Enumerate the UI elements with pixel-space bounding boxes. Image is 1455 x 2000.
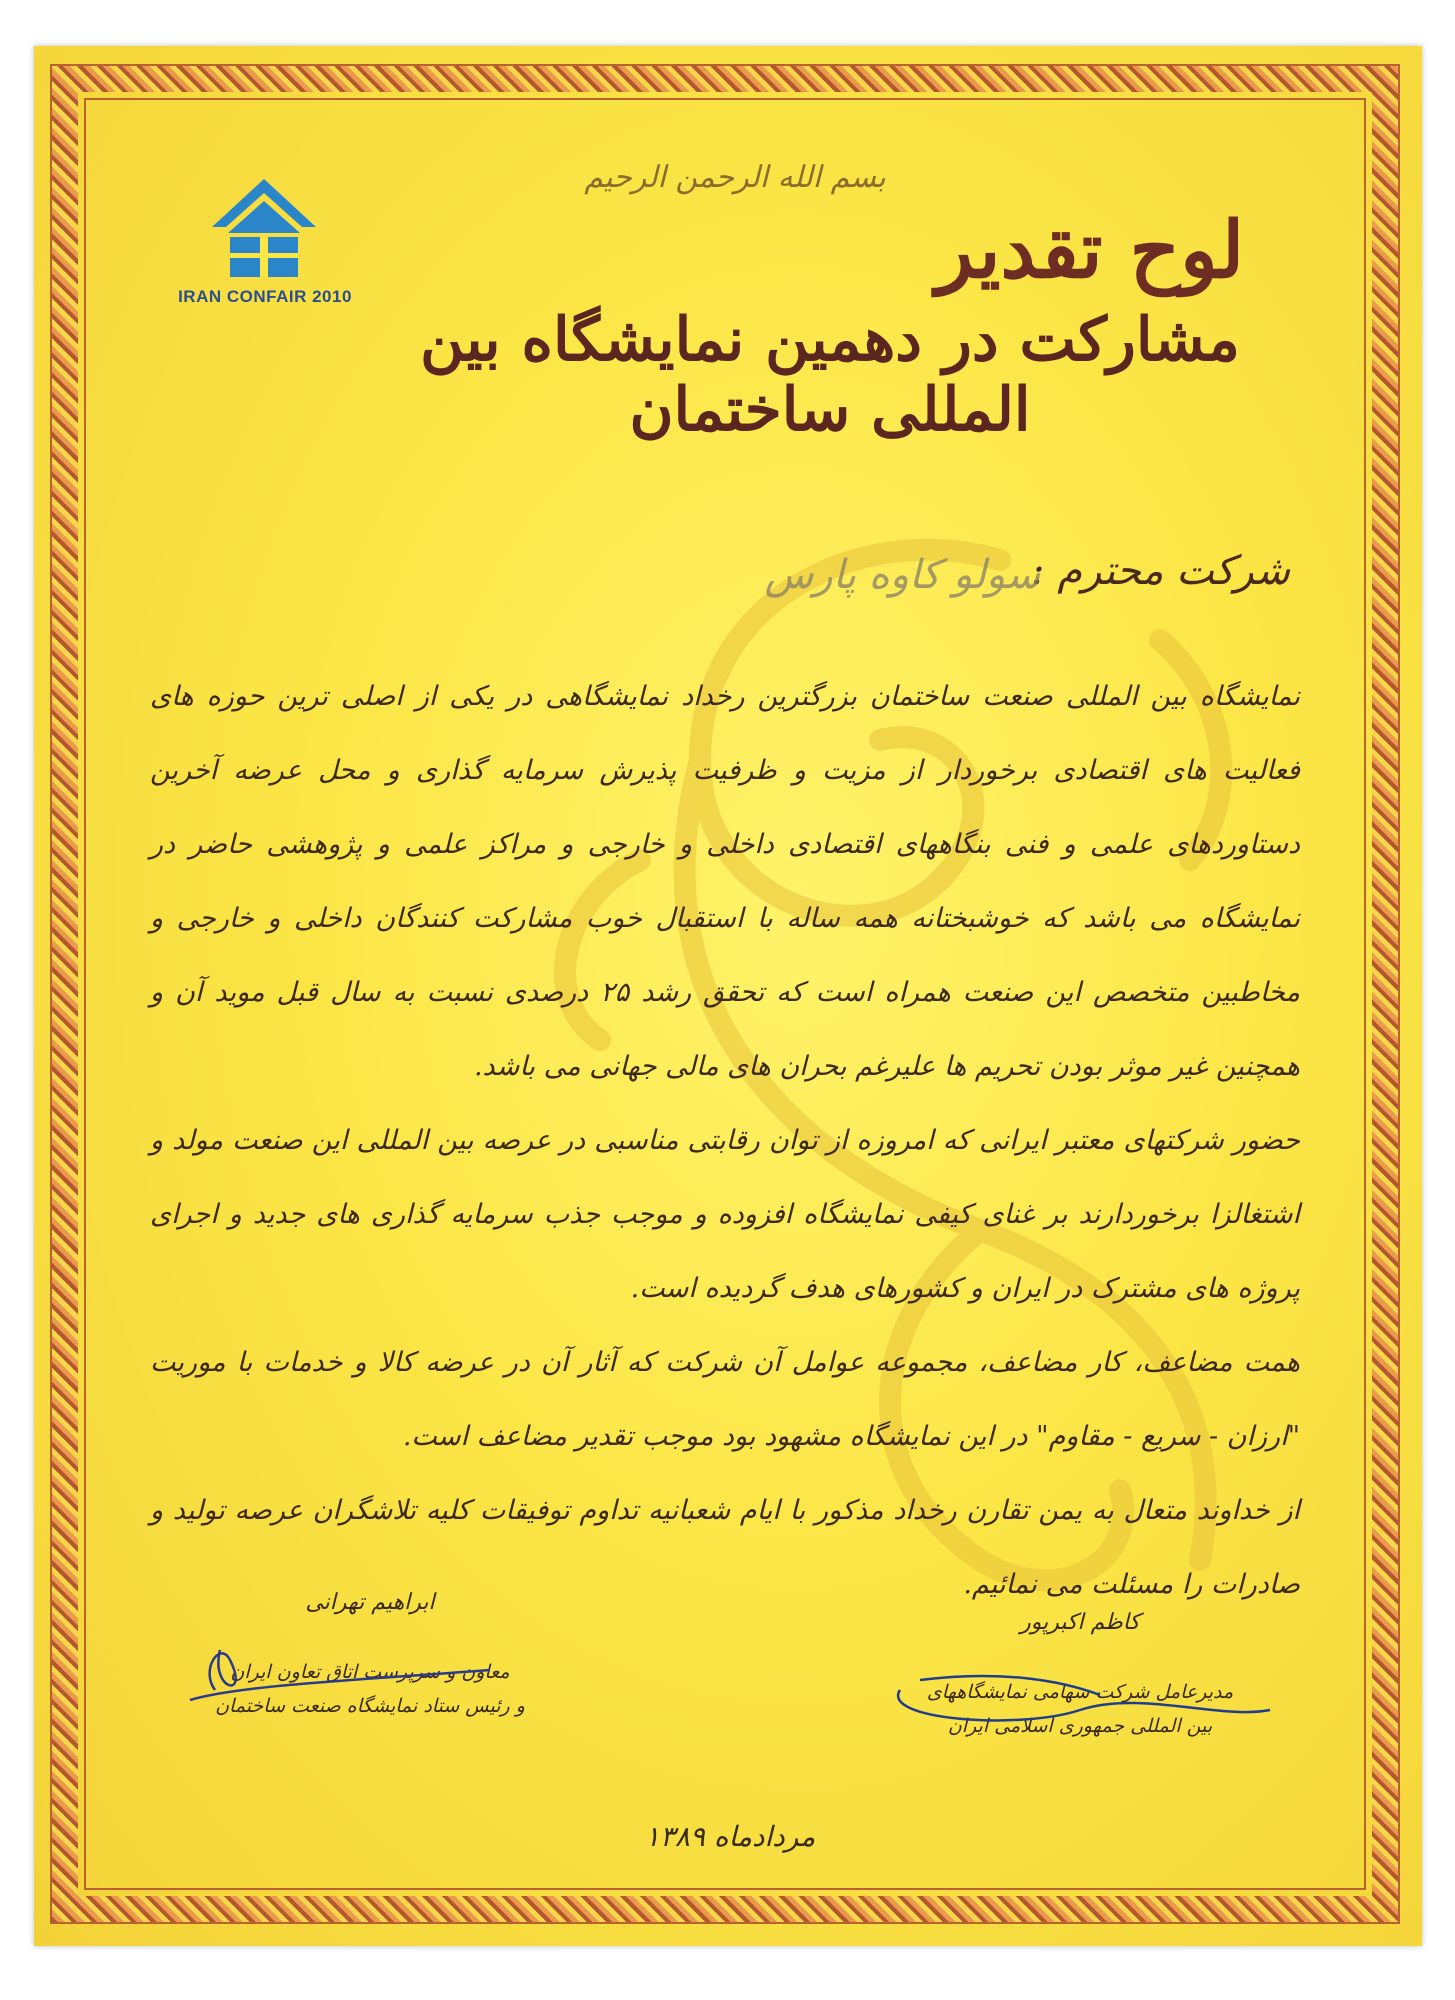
bismillah: بسم الله الرحمن الرحیم [584,160,886,195]
certificate-body [150,660,1300,1622]
recipient-label: شرکت محترم : [1031,548,1290,594]
signer-title: معاون و سرپرست اتاق تعاون ایران [230,1661,510,1683]
handwritten-signature [160,1630,580,1720]
body-paragraph: همت مضاعف، کار مضاعف، مجموعه عوامل آن شرکت که آثار آن در عرضه کالا و خدمات با موریت "ارزان - سریع - مقاوم" در این نمایشگاه مشهود بود موجب تقدیر مضاعف است. [150,1347,1300,1452]
certificate-subtitle: مشارکت در دهمین نمایشگاه بین المللی ساختمان [420,305,1240,445]
signer-title: مدیرعامل شرکت سهامی نمایشگاههای [926,1681,1234,1703]
recipient-row [500,548,1290,618]
handwritten-signature [880,1650,1280,1740]
issue-date: مردادماه ۱۳۸۹ [644,1820,816,1853]
certificate-title: لوح تقدیر [935,205,1245,296]
logo-caption: IRAN CONFAIR 2010 [178,287,352,306]
body-paragraph: نمایشگاه بین المللی صنعت ساختمان بزرگترین رخداد نمایشگاهی در یکی از اصلی ترین حوزه های فعالیت های اقتصادی برخوردار از مزیت و ظرفیت پذیرش سرمایه گذاری و محل عرضه آخرین دستاوردهای علمی و فنی بنگاههای اقتصادی داخلی و خارجی و مراکز علمی و پژوهشی حاضر در نمایشگاه می باشد که خوشبختانه همه ساله با استقبال خوب مشارکت کنندگان داخلی و خارجی و مخاطبین متخصص این صنعت همراه است که تحقق رشد ۲۵ درصدی نسبت به سال قبل موید آن و همچنین غیر موثر بودن تحریم ها علیرغم بحران های مالی جهانی می باشد. [150,681,1300,1082]
recipient-name: سولو کاوه پارس [764,552,1040,598]
body-paragraph: از خداوند متعال به یمن تقارن رخداد مذکور با ایام شعبانیه تداوم توفیقات کلیه تلاشگران عرصه تولید و صادرات را مسئلت می نمائیم. [150,1495,1300,1600]
signature-left [160,1590,580,1723]
signature-right [880,1610,1280,1743]
house-icon [208,175,320,281]
signer-title: و رئیس ستاد نمایشگاه صنعت ساختمان [215,1695,525,1717]
body-paragraph: حضور شرکتهای معتبر ایرانی که امروزه از توان رقابتی مناسبی در عرصه بین المللی این صنعت مولد و اشتغالزا برخوردارند بر غنای کیفی نمایشگاه افزوده و موجب جذب سرمایه گذاری های جدید و اجرای پروژه های مشترک در ایران و کشورهای هدف گردیده است. [150,1125,1300,1304]
signer-title: بین المللی جمهوری اسلامی ایران [947,1715,1213,1737]
iran-confair-logo [150,175,380,315]
signer-name: کاظم اکبرپور [1020,1610,1140,1635]
signer-name: ابراهیم تهرانی [305,1590,435,1615]
